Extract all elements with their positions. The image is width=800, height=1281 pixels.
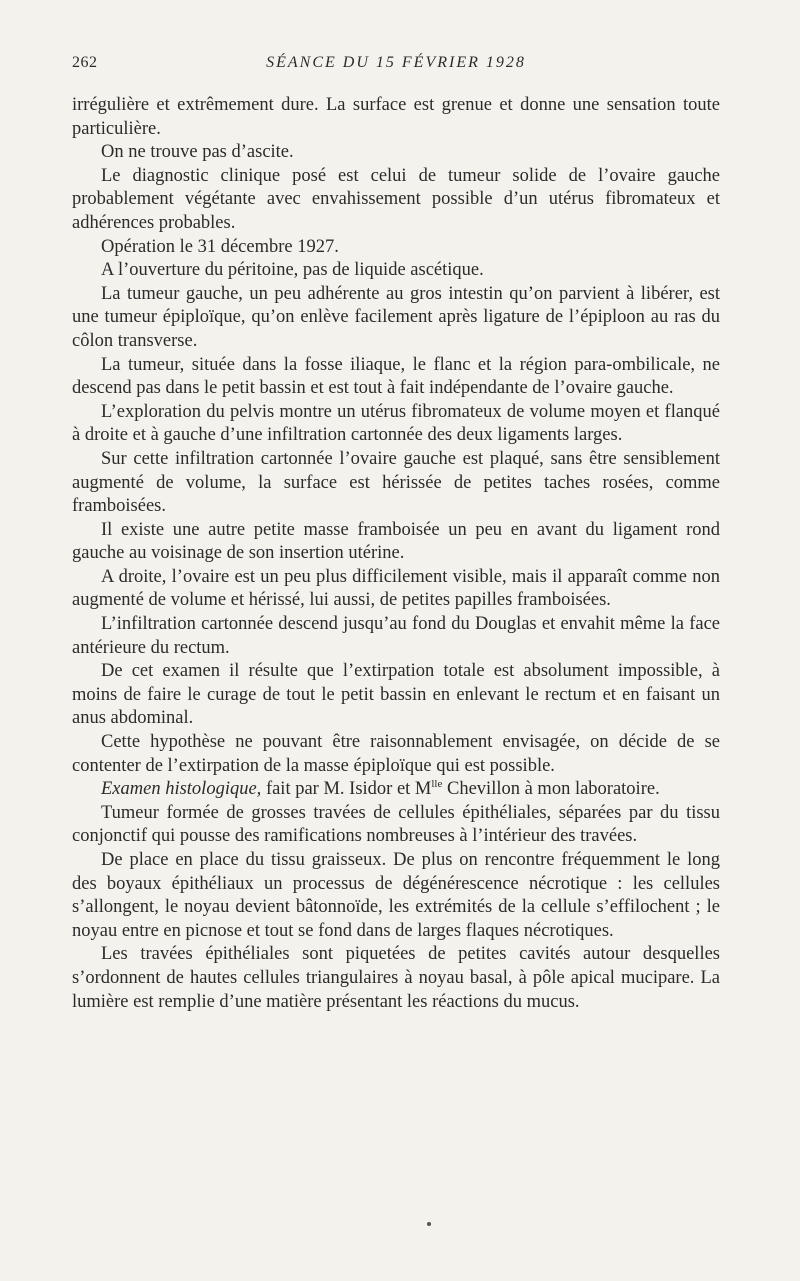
italic-heading: Examen histologique, (101, 779, 262, 800)
paragraph: La tumeur, située dans la fosse iliaque, le flanc et la région para-ombilicale, ne descend pas dans le petit bassin et est tout à fait indépendante de l’ovaire gauche. (72, 354, 720, 399)
page-header (72, 54, 720, 78)
paragraph: Sur cette infiltration cartonnée l’ovaire gauche est plaqué, sans être sensiblement augmenté de volume, la surface est hérissée de petites taches rosées, comme framboisées. (72, 448, 720, 517)
paragraph: L’infiltration cartonnée descend jusqu’au fond du Douglas et envahit même la face antérieure du rectum. (72, 614, 720, 658)
paragraph: A l’ouverture du péritoine, pas de liquide ascétique. (101, 260, 484, 281)
superscript: lle (431, 778, 443, 791)
paragraph: Les travées épithéliales sont piquetées de petites cavités autour desquelles s’ordonnent de hautes cellules triangulaires à noyau basal, à pôle apical mucipare. La lumière est remplie d’une matière présentant les réactions du mucus. (72, 944, 720, 1012)
paragraph: Tumeur formée de grosses travées de cellules épithéliales, séparées par du tissu conjonctif qui pousse des ramifications nombreuses à l’intérieur des travées. (72, 802, 720, 847)
page-number: 262 (72, 54, 98, 71)
running-head: SÉANCE DU 15 FÉVRIER 1928 (266, 54, 526, 71)
body-text (72, 94, 720, 1014)
paragraph: On ne trouve pas d’ascite. (101, 142, 294, 163)
paragraph-histology (72, 778, 720, 802)
paragraph: Il existe une autre petite masse framboisée un peu en avant du ligament rond gauche au voisinage de son insertion utérine. (72, 519, 720, 564)
paragraph: La tumeur gauche, un peu adhérente au gros intestin qu’on parvient à libérer, est une tumeur épiploïque, qu’on enlève facilement après ligature de l’épiploon au ras du côlon transverse. (72, 283, 720, 351)
paragraph: L’exploration du pelvis montre un utérus fibromateux de volume moyen et flanqué à droite et à gauche d’une infiltration cartonnée des deux ligaments larges. (72, 401, 720, 446)
paragraph: Opération le 31 décembre 1927. (101, 236, 339, 257)
paragraph: Le diagnostic clinique posé est celui de tumeur solide de l’ovaire gauche probablement végétante avec envahissement possible d’un utérus fibromateux et adhérences probables. (72, 165, 720, 233)
text-run: fait par M. Isidor et M (261, 779, 432, 800)
print-speck (427, 1222, 431, 1226)
paragraph: irrégulière et extrêmement dure. La surface est grenue et donne une sensation toute particulière. (72, 95, 720, 139)
paragraph: De place en place du tissu graisseux. De plus on rencontre fréquemment le long des boyaux épithéliaux un processus de dégénérescence nécrotique : les cellules s’allongent, le noyau devient bâtonnoïde, les extrémités de la cellule s’effilochent ; le noyau entre en picnose et tout se fond dans de larges flaques nécrotiques. (72, 850, 720, 941)
paragraph: A droite, l’ovaire est un peu plus difficilement visible, mais il apparaît comme non augmenté de volume et hérissé, lui aussi, de petites papilles framboisées. (72, 566, 720, 611)
text-run: Chevillon à mon laboratoire. (442, 779, 660, 800)
paragraph: Cette hypothèse ne pouvant être raisonnablement envisagée, on décide de se contenter de l’extirpation de la masse épiploïque qui est possible. (72, 732, 720, 776)
paragraph: De cet examen il résulte que l’extirpation totale est absolument impossible, à moins de faire le curage de tout le petit bassin en enlevant le rectum et en faisant un anus abdominal. (72, 661, 720, 729)
